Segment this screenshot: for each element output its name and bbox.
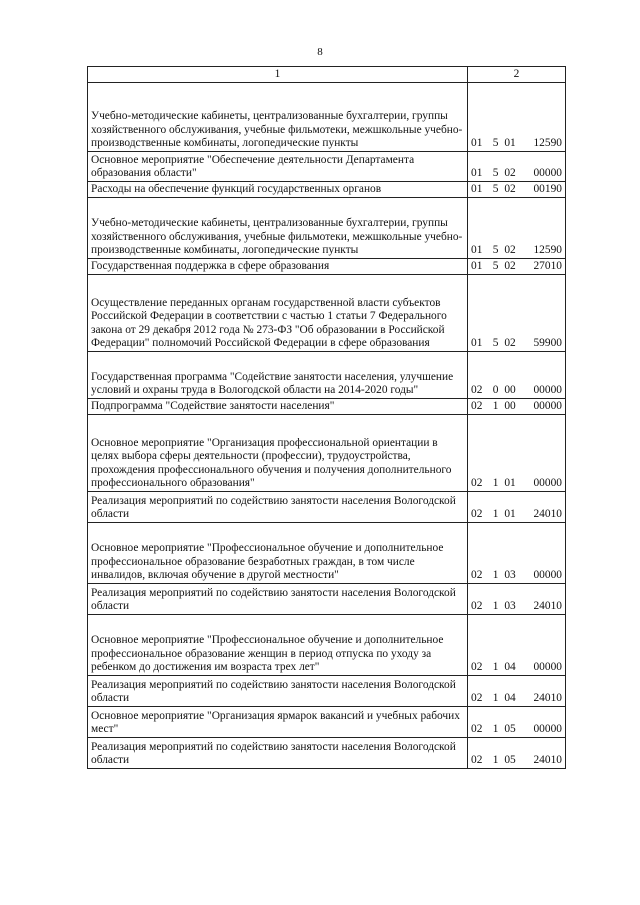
page-number: 8 — [317, 46, 323, 58]
table-row — [88, 83, 566, 152]
code-direction: 24010 — [533, 692, 562, 705]
code-subprogram: 1 — [492, 754, 499, 767]
code-direction: 24010 — [533, 508, 562, 521]
row-code — [468, 615, 566, 676]
classification-code — [471, 600, 562, 614]
row-name: Реализация мероприятий по содействию занятости населения Вологодской области — [88, 738, 468, 769]
classification-code — [471, 167, 562, 181]
row-name: Государственная программа "Содействие занятости населения, улучшение условий и охраны труда в Вологодской области на 2014-2020 годы" — [88, 352, 468, 399]
row-name: Подпрограмма "Содействие занятости населения" — [88, 399, 468, 415]
classification-code — [471, 400, 562, 414]
code-program: 02 — [471, 754, 483, 767]
row-code — [468, 738, 566, 769]
classification-code — [471, 244, 562, 258]
classification-code — [471, 260, 562, 274]
header-col-2: 2 — [468, 67, 566, 83]
code-direction: 24010 — [533, 754, 562, 767]
row-name: Учебно-методические кабинеты, централизованные бухгалтерии, группы хозяйственного обслуживания, учебные фильмотеки, межшкольные учебно-производственные комбинаты, логопедические пункты — [88, 198, 468, 259]
code-subprogram: 5 — [492, 183, 499, 196]
classification-code — [471, 569, 562, 583]
code-activity: 03 — [504, 600, 516, 613]
code-direction: 00000 — [533, 723, 562, 736]
code-direction: 00000 — [533, 569, 562, 582]
code-subprogram: 5 — [492, 337, 499, 350]
classification-code — [471, 384, 562, 398]
table-row — [88, 198, 566, 259]
code-program: 01 — [471, 137, 483, 150]
code-subprogram: 1 — [492, 723, 499, 736]
code-program: 01 — [471, 337, 483, 350]
row-code — [468, 676, 566, 707]
code-direction: 00000 — [533, 167, 562, 180]
row-code — [468, 523, 566, 584]
code-subprogram: 1 — [492, 569, 499, 582]
row-name: Основное мероприятие "Профессиональное обучение и дополнительное профессиональное образование женщин в период отпуска по уходу за ребенком до достижения им возраста трех лет" — [88, 615, 468, 676]
row-code — [468, 198, 566, 259]
code-program: 02 — [471, 600, 483, 613]
table-row — [88, 707, 566, 738]
row-name: Осуществление переданных органам государственной власти субъектов Российской Федерации в соответствии с частью 1 статьи 7 Федерального закона от 29 декабря 2012 года № 273-ФЗ "Об образовании в Российской Федерации" полномочий Российской Федерации в сфере образования — [88, 275, 468, 352]
table-row — [88, 738, 566, 769]
table-row — [88, 152, 566, 182]
row-code — [468, 415, 566, 492]
code-direction: 00000 — [533, 400, 562, 413]
budget-classification-table — [87, 66, 566, 769]
classification-code — [471, 661, 562, 675]
row-name: Реализация мероприятий по содействию занятости населения Вологодской области — [88, 492, 468, 523]
table-row — [88, 415, 566, 492]
code-program: 01 — [471, 260, 483, 273]
table-row — [88, 584, 566, 615]
code-subprogram: 5 — [492, 167, 499, 180]
code-direction: 12590 — [533, 137, 562, 150]
code-direction: 12590 — [533, 244, 562, 257]
code-program: 02 — [471, 661, 483, 674]
code-subprogram: 0 — [492, 384, 499, 397]
row-name: Реализация мероприятий по содействию занятости населения Вологодской области — [88, 676, 468, 707]
code-activity: 05 — [504, 723, 516, 736]
classification-code — [471, 477, 562, 491]
code-program: 01 — [471, 183, 483, 196]
table-row — [88, 492, 566, 523]
code-program: 02 — [471, 508, 483, 521]
code-subprogram: 1 — [492, 692, 499, 705]
table-row — [88, 352, 566, 399]
row-name: Расходы на обеспечение функций государственных органов — [88, 182, 468, 198]
row-name: Основное мероприятие "Профессиональное обучение и дополнительное профессиональное образование безработных граждан, в том числе инвалидов, включая обучение в другой местности" — [88, 523, 468, 584]
code-subprogram: 5 — [492, 137, 499, 150]
code-subprogram: 5 — [492, 260, 499, 273]
table-row — [88, 275, 566, 352]
code-program: 02 — [471, 723, 483, 736]
code-activity: 00 — [504, 400, 516, 413]
table-row — [88, 615, 566, 676]
code-activity: 02 — [504, 260, 516, 273]
code-program: 02 — [471, 477, 483, 490]
table-row — [88, 399, 566, 415]
classification-code — [471, 183, 562, 197]
classification-code — [471, 137, 562, 151]
code-program: 02 — [471, 692, 483, 705]
code-direction: 00000 — [533, 384, 562, 397]
classification-code — [471, 337, 562, 351]
code-subprogram: 1 — [492, 600, 499, 613]
row-name: Основное мероприятие "Организация профессиональной ориентации в целях выбора сферы деятельности (профессии), трудоустройства, прохождения профессионального обучения и получения дополнительного профессионального образования" — [88, 415, 468, 492]
row-code — [468, 492, 566, 523]
row-code — [468, 352, 566, 399]
code-activity: 02 — [504, 337, 516, 350]
row-name: Основное мероприятие "Организация ярмарок вакансий и учебных рабочих мест" — [88, 707, 468, 738]
row-name: Государственная поддержка в сфере образования — [88, 259, 468, 275]
row-code — [468, 399, 566, 415]
row-code — [468, 259, 566, 275]
code-program: 02 — [471, 400, 483, 413]
code-activity: 02 — [504, 183, 516, 196]
code-direction: 59900 — [533, 337, 562, 350]
code-activity: 02 — [504, 167, 516, 180]
code-activity: 01 — [504, 477, 516, 490]
table-header-row — [88, 67, 566, 83]
row-code — [468, 707, 566, 738]
row-name: Основное мероприятие "Обеспечение деятельности Департамента образования области" — [88, 152, 468, 182]
row-code — [468, 584, 566, 615]
code-subprogram: 1 — [492, 477, 499, 490]
row-code — [468, 152, 566, 182]
code-activity: 02 — [504, 244, 516, 257]
classification-code — [471, 723, 562, 737]
code-activity: 04 — [504, 661, 516, 674]
code-direction: 00000 — [533, 477, 562, 490]
code-activity: 03 — [504, 569, 516, 582]
code-program: 02 — [471, 569, 483, 582]
code-direction: 24010 — [533, 600, 562, 613]
table-row — [88, 259, 566, 275]
code-direction: 00190 — [533, 183, 562, 196]
code-program: 01 — [471, 244, 483, 257]
classification-code — [471, 692, 562, 706]
code-activity: 01 — [504, 508, 516, 521]
code-subprogram: 1 — [492, 400, 499, 413]
code-subprogram: 1 — [492, 661, 499, 674]
table-row — [88, 182, 566, 198]
code-direction: 27010 — [533, 260, 562, 273]
classification-code — [471, 508, 562, 522]
code-activity: 04 — [504, 692, 516, 705]
classification-code — [471, 754, 562, 768]
table-body — [88, 67, 566, 769]
row-code — [468, 182, 566, 198]
code-direction: 00000 — [533, 661, 562, 674]
row-code — [468, 275, 566, 352]
code-program: 02 — [471, 384, 483, 397]
row-code — [468, 83, 566, 152]
row-name: Учебно-методические кабинеты, централизованные бухгалтерии, группы хозяйственного обслуживания, учебные фильмотеки, межшкольные учебно-производственные комбинаты, логопедические пункты — [88, 83, 468, 152]
header-col-1: 1 — [88, 67, 468, 83]
code-activity: 01 — [504, 137, 516, 150]
table-row — [88, 523, 566, 584]
code-subprogram: 5 — [492, 244, 499, 257]
code-activity: 05 — [504, 754, 516, 767]
code-subprogram: 1 — [492, 508, 499, 521]
code-program: 01 — [471, 167, 483, 180]
table-row — [88, 676, 566, 707]
row-name: Реализация мероприятий по содействию занятости населения Вологодской области — [88, 584, 468, 615]
code-activity: 00 — [504, 384, 516, 397]
